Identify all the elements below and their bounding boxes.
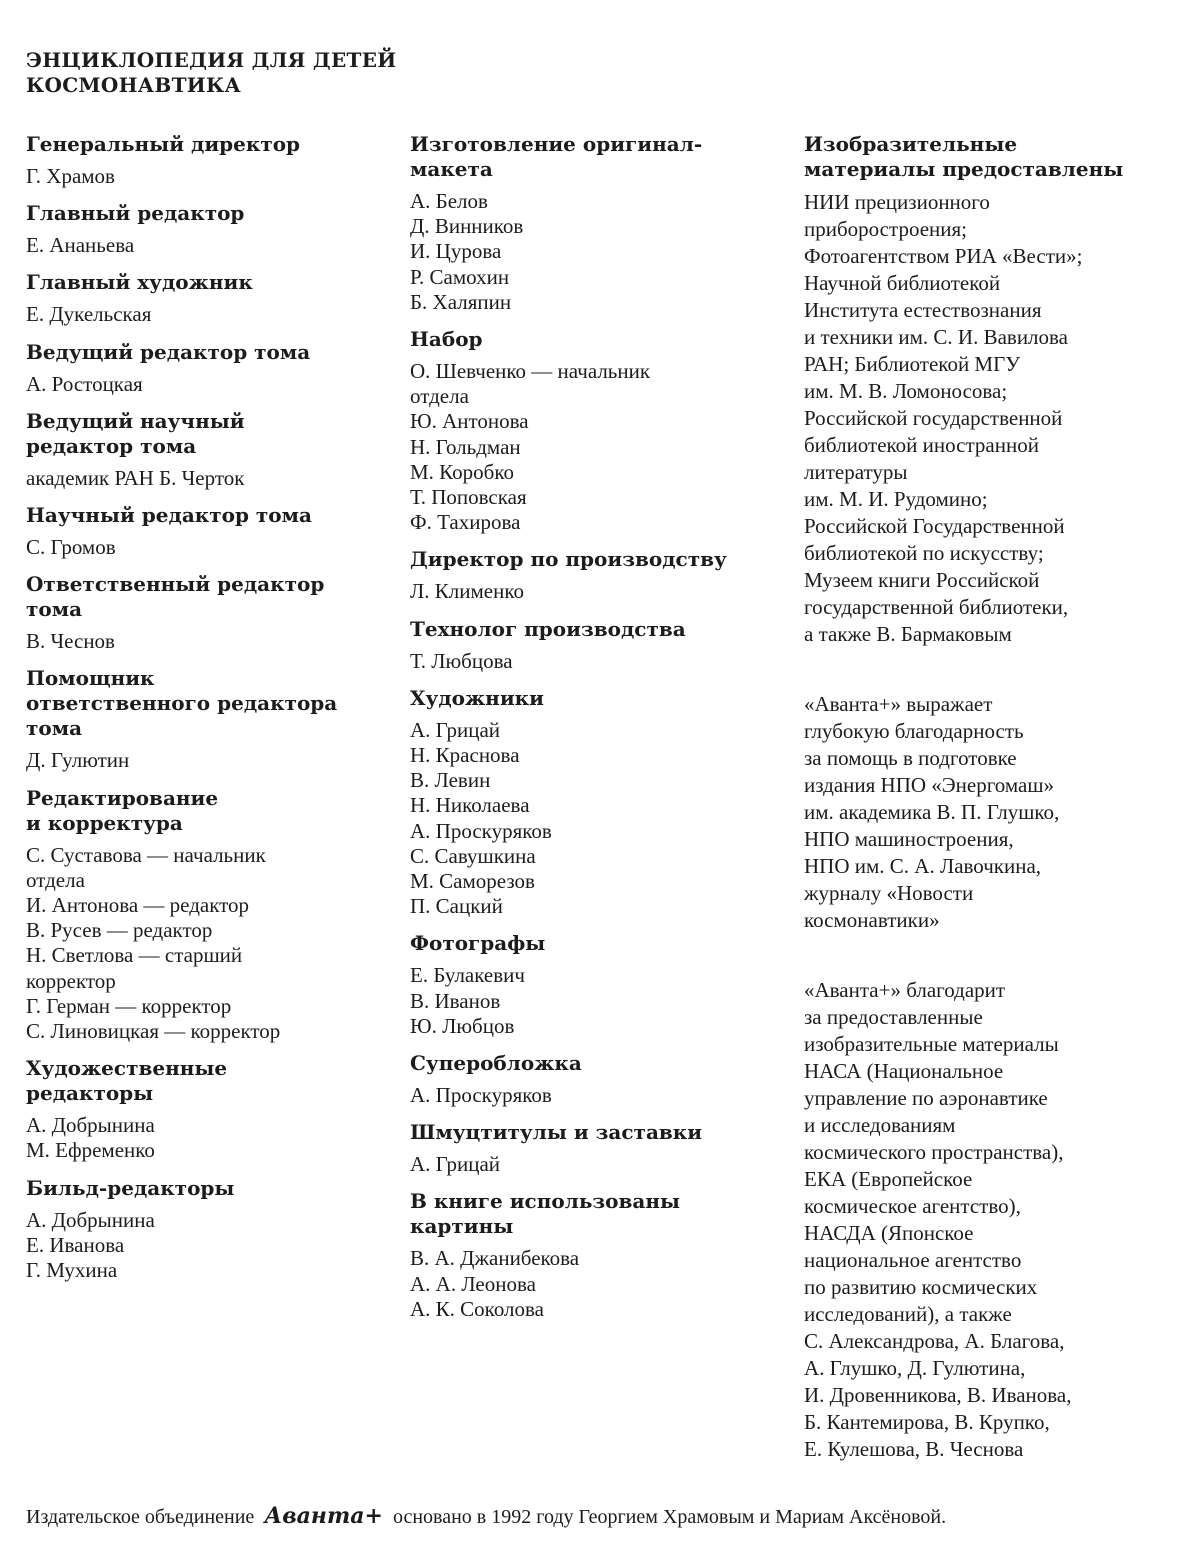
credit-section	[26, 786, 386, 1045]
materials-line: Российской Государственной	[804, 514, 1065, 538]
section-heading: Набор	[410, 327, 483, 352]
credit-line: Л. Клименко	[410, 579, 524, 604]
credit-line: С. Громов	[26, 535, 116, 560]
credit-line: М. Коробко	[410, 459, 514, 484]
credit-section	[410, 1051, 780, 1108]
thanks-line: Е. Кулешова, В. Чеснова	[804, 1437, 1024, 1461]
credit-line: А. Ростоцкая	[26, 371, 143, 396]
materials-line: литературы	[804, 460, 908, 484]
credit-section	[26, 340, 386, 397]
publisher-footer	[26, 1503, 1196, 1530]
credit-line: Ю. Любцов	[410, 1013, 515, 1038]
thanks-line: А. Глушко, Д. Гулютина,	[804, 1356, 1026, 1380]
credit-line: Н. Николаева	[410, 793, 530, 818]
credit-line: Б. Халяпин	[410, 289, 512, 314]
credit-line: Н. Краснова	[410, 743, 520, 768]
credit-line: А. Добрынина	[26, 1207, 155, 1232]
thanks-line: за помощь в подготовке	[804, 746, 1017, 770]
credit-section	[26, 201, 386, 258]
credit-line: А. К. Соколова	[410, 1296, 544, 1321]
page-title	[26, 48, 526, 98]
thanks-line: управление по аэронавтике	[804, 1086, 1048, 1110]
credit-section	[26, 666, 386, 773]
footer-text-before: Издательское объединение	[26, 1506, 255, 1528]
credit-line: В. Левин	[410, 768, 491, 793]
credit-line: В. Русев — редактор	[26, 918, 213, 943]
materials-line: Фотоагентством РИА «Вести»;	[804, 244, 1083, 268]
materials-line: а также В. Бармаковым	[804, 622, 1012, 646]
materials-line: РАН; Библиотекой МГУ	[804, 352, 1021, 376]
credit-line: А. Проскуряков	[410, 818, 552, 843]
materials-line: и техники им. С. И. Вавилова	[804, 325, 1068, 349]
materials-line: им. М. В. Ломоносова;	[804, 379, 1008, 403]
thanks-line: НАСДА (Японское	[804, 1221, 974, 1245]
credit-line: В. Иванов	[410, 988, 501, 1013]
materials-section	[804, 132, 1194, 648]
thanks-line: исследований), а также	[804, 1302, 1012, 1326]
credit-section	[26, 572, 386, 654]
credit-line: Ю. Антонова	[410, 409, 529, 434]
footer-text-after: основано в 1992 году Георгием Храмовым и Мариам Аксёновой.	[392, 1506, 947, 1528]
credit-line: О. Шевченко — начальник	[410, 359, 651, 384]
thanks-line: космическое агентство),	[804, 1194, 1021, 1218]
credit-section	[26, 409, 386, 491]
section-heading: Фотографы	[410, 931, 546, 956]
title-line-volume: КОСМОНАВТИКА	[26, 73, 242, 97]
credit-line: Е. Ананьева	[26, 233, 135, 258]
section-heading: Шмуцтитулы и заставки	[410, 1120, 703, 1145]
credit-line: А. Грицай	[410, 1152, 501, 1177]
credit-section	[410, 327, 780, 535]
section-heading: Главный художник	[26, 270, 253, 295]
section-heading: Художественные редакторы	[26, 1056, 228, 1106]
credit-line: Д. Гулютин	[26, 748, 130, 773]
credit-line: Т. Любцова	[410, 648, 513, 673]
credit-section	[410, 547, 780, 604]
credit-section	[410, 1189, 780, 1322]
thanks-line: за предоставленные	[804, 1005, 983, 1029]
thanks-line: журналу «Новости	[804, 881, 974, 905]
credit-line: Т. Поповская	[410, 485, 527, 510]
section-heading: Художники	[410, 685, 544, 710]
credit-line: отдела	[26, 867, 85, 892]
materials-line: библиотекой иностранной	[804, 433, 1039, 457]
credit-section	[410, 1120, 780, 1177]
thanks-line: глубокую благодарность	[804, 719, 1024, 743]
section-heading: Ведущий редактор тома	[26, 339, 311, 364]
credit-section	[26, 503, 386, 560]
credits-column-3	[804, 132, 1194, 1506]
credit-section	[410, 617, 780, 674]
thanks-line: ЕКА (Европейское	[804, 1167, 973, 1191]
materials-line: библиотекой по искусству;	[804, 541, 1044, 565]
thanks-line: И. Дровенникова, В. Иванова,	[804, 1383, 1072, 1407]
thanks-line: «Аванта+» благодарит	[804, 978, 1006, 1002]
section-heading: Генеральный директор	[26, 132, 301, 156]
thanks-line: С. Александрова, А. Благова,	[804, 1329, 1065, 1353]
credit-line: Н. Светлова — старший	[26, 943, 243, 968]
section-heading: Редактирование и корректура	[26, 785, 219, 835]
credit-line: Г. Мухина	[26, 1258, 118, 1283]
credit-line: академик РАН Б. Черток	[26, 465, 245, 490]
credit-line: Д. Винников	[410, 214, 524, 239]
credit-line: А. А. Леонова	[410, 1271, 536, 1296]
credit-line: И. Антонова — редактор	[26, 893, 250, 918]
credit-line: Е. Дукельская	[26, 302, 152, 327]
credit-section	[410, 931, 780, 1039]
credit-line: А. Добрынина	[26, 1113, 155, 1138]
section-heading: Изобразительные материалы предоставлены	[804, 132, 1124, 181]
materials-line: Научной библиотекой	[804, 271, 1001, 295]
section-heading: Научный редактор тома	[26, 503, 312, 528]
section-heading: Главный редактор	[26, 201, 245, 226]
credit-line: И. Цурова	[410, 239, 502, 264]
credit-line: М. Ефременко	[26, 1138, 155, 1163]
thanks-line: НПО машиностроения,	[804, 827, 1014, 851]
section-heading: Суперобложка	[410, 1051, 582, 1076]
section-heading: Ведущий научный редактор тома	[26, 408, 245, 458]
credit-line: М. Саморезов	[410, 869, 535, 894]
thanks-line: Б. Кантемирова, В. Крупко,	[804, 1410, 1050, 1434]
credit-section	[410, 686, 780, 920]
credit-line: отдела	[410, 384, 469, 409]
credit-line: С. Линовицкая — корректор	[26, 1019, 281, 1044]
thanks-line: по развитию космических	[804, 1275, 1038, 1299]
thanks-line: издания НПО «Энергомаш»	[804, 773, 1055, 797]
section-heading: Ответственный редактор тома	[26, 572, 325, 622]
credit-line: А. Белов	[410, 189, 488, 213]
materials-line: государственной библиотеки,	[804, 595, 1069, 619]
thanks-line: космонавтики»	[804, 908, 940, 932]
section-heading: Технолог производства	[410, 616, 686, 641]
materials-line: Российской государственной	[804, 406, 1063, 430]
section-heading: Бильд-редакторы	[26, 1175, 235, 1200]
credit-line: Р. Самохин	[410, 264, 510, 289]
thanks-line: НПО им. С. А. Лавочкина,	[804, 854, 1042, 878]
thanks-line: изобразительные материалы	[804, 1032, 1059, 1056]
publisher-logo: Аванта+	[264, 1503, 383, 1529]
materials-line: Музеем книги Российской	[804, 568, 1040, 592]
credit-line: Г. Храмов	[26, 164, 115, 188]
section-heading: Помощник ответственного редактора тома	[26, 666, 338, 741]
credit-line: П. Сацкий	[410, 894, 503, 919]
credits-column-1	[26, 132, 386, 1295]
thanks-line: «Аванта+» выражает	[804, 692, 993, 716]
section-heading: Директор по производству	[410, 547, 727, 572]
thanks-line: НАСА (Национальное	[804, 1059, 1004, 1083]
credit-section	[410, 132, 780, 315]
credit-line: корректор	[26, 968, 116, 993]
section-heading: В книге использованы картины	[410, 1189, 681, 1239]
credit-line: А. Грицай	[410, 717, 501, 742]
title-line-series: ЭНЦИКЛОПЕДИЯ ДЛЯ ДЕТЕЙ	[26, 48, 397, 72]
credit-section	[26, 132, 386, 189]
thanks-line: космического пространства),	[804, 1140, 1064, 1164]
thanks-paragraph	[804, 691, 1194, 934]
credits-column-2	[410, 132, 780, 1334]
credit-line: Е. Булакевич	[410, 963, 525, 988]
section-heading: Изготовление оригинал- макета	[410, 132, 703, 181]
credit-section	[26, 1056, 386, 1163]
credit-line: С. Суставова — начальник	[26, 842, 266, 867]
materials-line: приборостроения;	[804, 217, 967, 241]
materials-line: Института естествознания	[804, 298, 1042, 322]
thanks-paragraph	[804, 977, 1194, 1463]
thanks-line: им. академика В. П. Глушко,	[804, 800, 1060, 824]
credit-line: С. Савушкина	[410, 843, 536, 868]
credit-line: Е. Иванова	[26, 1232, 125, 1257]
materials-line: НИИ прецизионного	[804, 190, 990, 214]
credit-line: Ф. Тахирова	[410, 510, 521, 535]
credit-section	[26, 270, 386, 327]
credit-line: А. Проскуряков	[410, 1083, 552, 1108]
credit-section	[26, 1176, 386, 1284]
materials-line: им. М. И. Рудомино;	[804, 487, 988, 511]
credit-line: В. А. Джанибекова	[410, 1246, 580, 1271]
credit-line: В. Чеснов	[26, 629, 115, 654]
credit-line: Н. Гольдман	[410, 434, 521, 459]
thanks-line: и исследованиям	[804, 1113, 956, 1137]
thanks-line: национальное агентство	[804, 1248, 1022, 1272]
credit-line: Г. Герман — корректор	[26, 993, 232, 1018]
